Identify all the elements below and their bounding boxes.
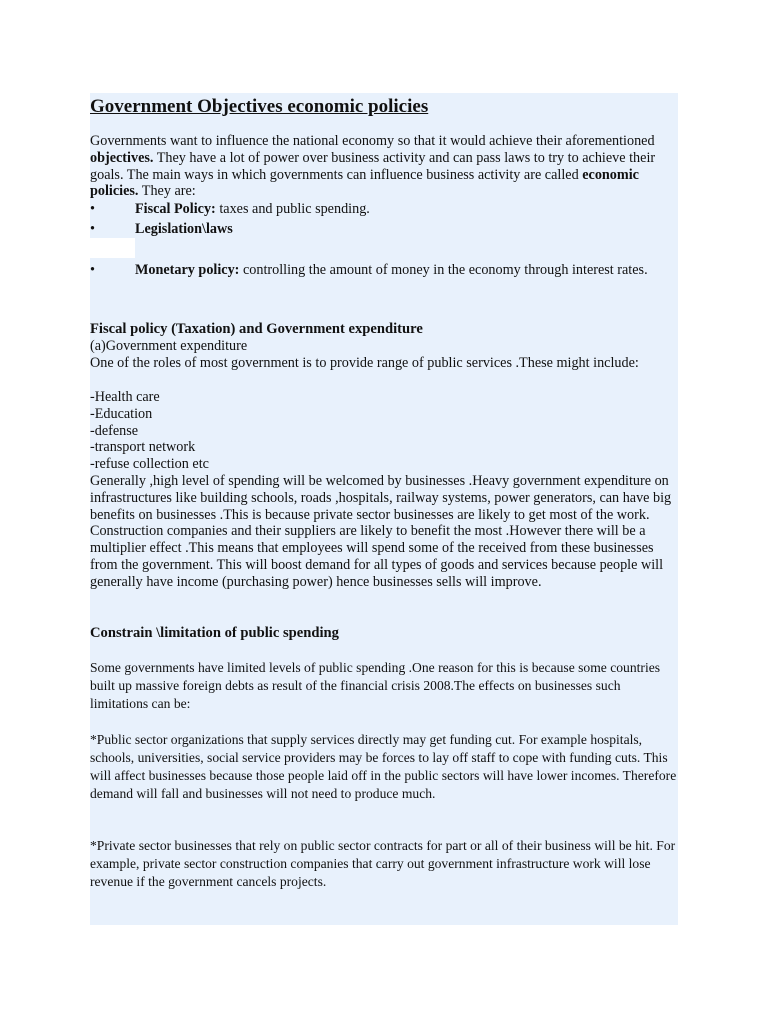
- blank-gap: [90, 256, 135, 258]
- list-item: -Education: [90, 405, 153, 422]
- section1-subheading: (a)Government expenditure: [90, 338, 248, 354]
- section2-paragraph-3: *Private sector businesses that rely on public sector contracts for part or all of their business will be hit. For example, private sector construction companies that carry out government infrastructure work will lose revenue if the government cancels projects.: [90, 838, 676, 889]
- bullet-fiscal-policy: • Fiscal Policy: taxes and public spending.: [90, 201, 370, 217]
- bullet-icon: •: [90, 221, 95, 237]
- document-title: Government Objectives economic policies: [90, 96, 429, 117]
- list-item: -refuse collection etc: [90, 456, 209, 473]
- section2-paragraph-1: Some governments have limited levels of public spending .One reason for this is because some countries built up massive foreign debts as result of the financial crisis 2008.The effects on businesses such limitations can be:: [90, 660, 661, 711]
- bullet-monetary-policy: • Monetary policy: controlling the amount of money in the economy through interest rates.: [90, 262, 648, 278]
- section2-paragraph-2: *Public sector organizations that supply services directly may get funding cut. For example hospitals, schools, universities, social service providers may be forces to lay off staff to cope with funding cuts. This will affect businesses because those people laid off in the public sectors will have lower incomes. Therefore demand will fall and businesses will not need to produce much.: [90, 732, 677, 801]
- services-list: [90, 389, 209, 473]
- bullet-icon: •: [90, 201, 95, 217]
- bullet-icon: •: [90, 262, 95, 278]
- blank-gap: [90, 238, 135, 256]
- section2-heading: Constrain \limitation of public spending: [90, 625, 339, 641]
- list-item: -defense: [90, 422, 139, 439]
- intro-paragraph: Governments want to influence the national economy so that it would achieve their aforementioned objectives. They have a lot of power over business activity and can pass laws to try to achieve their goals. The main ways in which governments can influence business activity are called economic policies. They are:: [90, 133, 656, 200]
- bullet-legislation: • Legislation\laws: [90, 221, 233, 237]
- section1-body: Generally ,high level of spending will be welcomed by businesses .Heavy government expenditure on infrastructures like building schools, roads ,hospitals, railway systems, power generators, can have big benefits on businesses .This is because private sector businesses are likely to get most of the work. Construction companies and their suppliers are likely to benefit the most .However there will be a multiplier effect .This means that employees will spend some of the received from these businesses from the government. This will boost demand for all types of goods and services because people will generally have income (purchasing power) hence businesses sells will improve.: [90, 473, 672, 590]
- list-item: -transport network: [90, 439, 196, 456]
- section1-intro: One of the roles of most government is to provide range of public services .These might include:: [90, 355, 639, 371]
- section1-heading: Fiscal policy (Taxation) and Government expenditure: [90, 321, 423, 337]
- list-item: -Health care: [90, 389, 160, 405]
